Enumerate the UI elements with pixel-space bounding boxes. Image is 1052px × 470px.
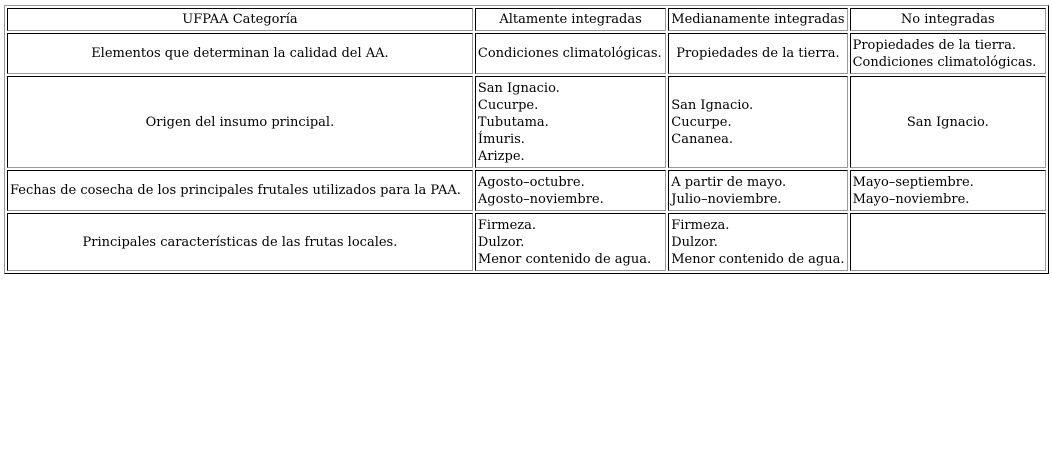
cell-medianamente: [668, 170, 847, 211]
cell-line: Ímuris.: [477, 131, 525, 147]
cell-line: Firmeza.: [477, 217, 537, 233]
cell-no-integradas: [850, 33, 1046, 74]
header-category: UFPAA Categoría: [7, 8, 473, 31]
cell-line: Cucurpe.: [477, 97, 539, 113]
cell-line: San Ignacio.: [477, 80, 560, 96]
cell-line: Menor contenido de agua.: [477, 251, 652, 267]
table-row: [7, 213, 1046, 271]
cell-line: Agosto–octubre.: [477, 174, 585, 190]
cell-line: Mayo–noviembre.: [852, 191, 970, 207]
cell-altamente: [475, 170, 666, 211]
cell-line: Cucurpe.: [671, 114, 732, 130]
cell-line: Firmeza.: [671, 217, 730, 233]
cell-no-integradas: [850, 170, 1046, 211]
cell-line: San Ignacio.: [671, 97, 754, 113]
row-label: Principales características de las frutas locales.: [7, 213, 473, 271]
comparison-table: [4, 5, 1049, 274]
table-header-row: [7, 8, 1046, 31]
cell-line: Arizpe.: [477, 148, 525, 164]
cell-altamente: [475, 33, 666, 74]
cell-line: Mayo–septiembre.: [852, 174, 974, 190]
row-label: Elementos que determinan la calidad del AA.: [7, 33, 473, 74]
row-label: Fechas de cosecha de los principales frutales utilizados para la PAA.: [7, 170, 473, 211]
cell-line: San Ignacio.: [906, 114, 989, 130]
cell-line: Agosto–noviembre.: [477, 191, 604, 207]
header-altamente-integradas: Altamente integradas: [475, 8, 666, 31]
cell-line: Dulzor.: [671, 234, 718, 250]
cell-line: Condiciones climatológicas.: [852, 54, 1037, 70]
cell-line: Tubutama.: [477, 114, 549, 130]
cell-medianamente: [668, 213, 847, 271]
cell-altamente: [475, 213, 666, 271]
table-row: [7, 76, 1046, 168]
header-no-integradas: No integradas: [850, 8, 1046, 31]
cell-line: Condiciones climatológicas.: [477, 46, 662, 61]
cell-no-integradas: [850, 76, 1046, 168]
cell-altamente: [475, 76, 666, 168]
comparison-table-container: [4, 5, 1049, 274]
cell-line: Dulzor.: [477, 234, 525, 250]
cell-line: Propiedades de la tierra.: [852, 37, 1017, 53]
row-label: Origen del insumo principal.: [7, 76, 473, 168]
cell-medianamente: [668, 33, 847, 74]
cell-line: A partir de mayo.: [671, 174, 787, 190]
cell-medianamente: [668, 76, 847, 168]
cell-line: Cananea.: [671, 131, 734, 147]
header-medianamente-integradas: Medianamente integradas: [668, 8, 847, 31]
cell-line: Menor contenido de agua.: [671, 251, 845, 267]
table-row: [7, 33, 1046, 74]
cell-line: Julio–noviembre.: [671, 191, 782, 207]
cell-no-integradas-empty: [850, 213, 1046, 271]
cell-line: Propiedades de la tierra.: [676, 46, 840, 61]
table-row: [7, 170, 1046, 211]
